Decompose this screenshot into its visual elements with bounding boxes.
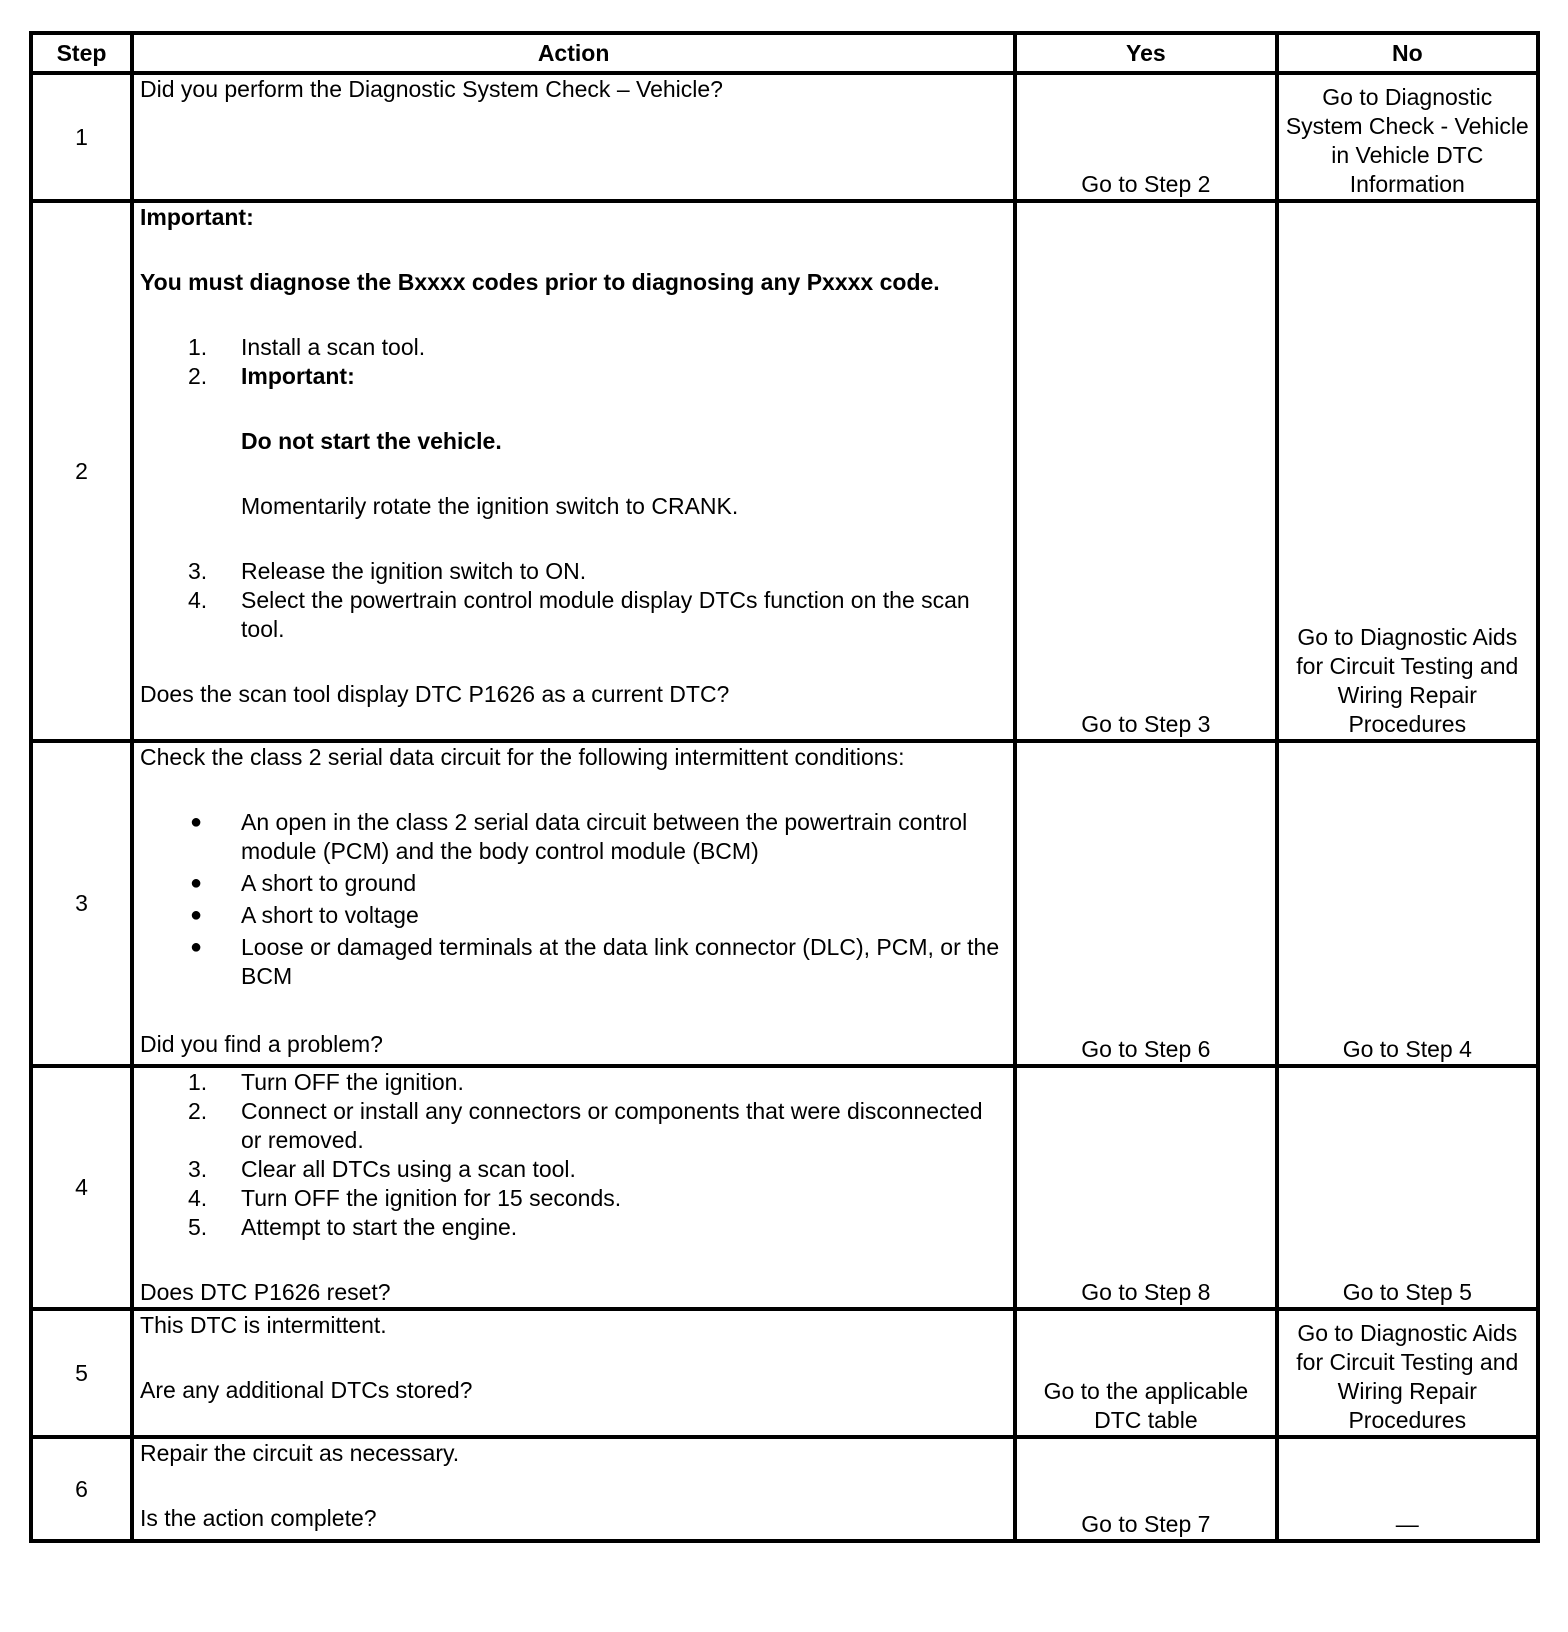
no-cell: Go to Step 4: [1277, 741, 1538, 1066]
list-item: [140, 869, 1007, 898]
action-cell: [132, 1309, 1015, 1437]
no-cell: Go to Diagnostic Aids for Circuit Testing and Wiring Repair Procedures: [1277, 1309, 1538, 1437]
list-item: [140, 1155, 1007, 1184]
intro-text: Repair the circuit as necessary.: [140, 1440, 460, 1466]
bullet-icon: ●: [190, 872, 203, 894]
procedure-list: [140, 333, 1007, 644]
question-text: Is the action complete?: [140, 1505, 377, 1531]
list-text: A short to voltage: [241, 902, 419, 928]
condition-list: [140, 808, 1007, 991]
important-text: Do not start the vehicle.: [241, 428, 502, 454]
header-row: [31, 33, 1538, 73]
step-number: 6: [31, 1437, 132, 1541]
table-row-step-1: [31, 73, 1538, 201]
no-cell: Go to Diagnostic System Check - Vehicle in Vehicle DTC Information: [1277, 73, 1538, 201]
list-text: Loose or damaged terminals at the data link connector (DLC), PCM, or the BCM: [241, 934, 1000, 989]
question-text: Are any additional DTCs stored?: [140, 1377, 473, 1403]
list-number: 1.: [188, 1069, 208, 1095]
list-text: Turn OFF the ignition for 15 seconds.: [241, 1185, 622, 1211]
yes-cell: Go to Step 6: [1015, 741, 1276, 1066]
list-number: 1.: [188, 334, 208, 360]
no-cell: Go to Step 5: [1277, 1066, 1538, 1309]
list-number: 5.: [188, 1214, 208, 1240]
list-text: Select the powertrain control module display DTCs function on the scan tool.: [241, 587, 970, 642]
important-label: Important:: [241, 363, 355, 389]
list-number: 3.: [188, 558, 208, 584]
action-cell: [132, 73, 1015, 201]
list-item: [140, 933, 1007, 991]
list-text: Release the ignition switch to ON.: [241, 558, 587, 584]
list-item: [140, 1184, 1007, 1213]
header-no: No: [1277, 33, 1538, 73]
list-text: A short to ground: [241, 870, 417, 896]
question-text: Does DTC P1626 reset?: [140, 1279, 391, 1305]
list-item: [140, 808, 1007, 866]
list-item: [140, 1213, 1007, 1242]
list-item: [140, 586, 1007, 644]
list-text: Install a scan tool.: [241, 334, 426, 360]
step-number: 2: [31, 201, 132, 741]
question-text: Does the scan tool display DTC P1626 as a current DTC?: [140, 681, 730, 707]
header-action: Action: [132, 33, 1015, 73]
list-text: Turn OFF the ignition.: [241, 1069, 464, 1095]
action-cell: [132, 1437, 1015, 1541]
yes-cell: Go to Step 7: [1015, 1437, 1276, 1541]
table-row-step-6: [31, 1437, 1538, 1541]
list-item: [140, 362, 1007, 557]
yes-cell: Go to Step 8: [1015, 1066, 1276, 1309]
question-text: Did you perform the Diagnostic System Check – Vehicle?: [140, 76, 723, 102]
list-text: Connect or install any connectors or components that were disconnected or removed.: [241, 1098, 983, 1153]
no-cell: —: [1277, 1437, 1538, 1541]
action-cell: [132, 741, 1015, 1066]
list-item: [140, 1097, 1007, 1155]
question-text: Did you find a problem?: [140, 1031, 383, 1057]
step-number: 4: [31, 1066, 132, 1309]
yes-cell: Go to Step 3: [1015, 201, 1276, 741]
step-number: 3: [31, 741, 132, 1066]
procedure-list: [140, 1068, 1007, 1242]
bullet-icon: ●: [190, 904, 203, 926]
list-text: An open in the class 2 serial data circuit between the powertrain control module (PCM) and the body control module (BCM): [241, 809, 968, 864]
diagnostic-table: [29, 31, 1540, 1543]
list-number: 2.: [188, 1098, 208, 1124]
intro-text: Check the class 2 serial data circuit for the following intermittent conditions:: [140, 744, 905, 770]
header-step: Step: [31, 33, 132, 73]
bullet-icon: ●: [190, 811, 203, 833]
no-cell: Go to Diagnostic Aids for Circuit Testing and Wiring Repair Procedures: [1277, 201, 1538, 741]
list-item: [140, 1068, 1007, 1097]
important-text: You must diagnose the Bxxxx codes prior to diagnosing any Pxxxx code.: [140, 269, 940, 295]
yes-cell: Go to Step 2: [1015, 73, 1276, 201]
table-row-step-2: [31, 201, 1538, 741]
table-row-step-3: [31, 741, 1538, 1066]
list-number: 3.: [188, 1156, 208, 1182]
table-row-step-5: [31, 1309, 1538, 1437]
list-item: [140, 901, 1007, 930]
table-row-step-4: [31, 1066, 1538, 1309]
list-text: Clear all DTCs using a scan tool.: [241, 1156, 576, 1182]
yes-cell: Go to the applicable DTC table: [1015, 1309, 1276, 1437]
action-cell: [132, 1066, 1015, 1309]
bullet-icon: ●: [190, 936, 203, 958]
intro-text: This DTC is intermittent.: [140, 1312, 387, 1338]
header-yes: Yes: [1015, 33, 1276, 73]
list-text: Momentarily rotate the ignition switch to CRANK.: [241, 493, 739, 519]
list-item: [140, 557, 1007, 586]
important-label: Important:: [140, 204, 254, 230]
list-item: [140, 333, 1007, 362]
list-number: 4.: [188, 1185, 208, 1211]
list-number: 2.: [188, 363, 208, 389]
list-number: 4.: [188, 587, 208, 613]
step-number: 1: [31, 73, 132, 201]
action-cell: [132, 201, 1015, 741]
step-number: 5: [31, 1309, 132, 1437]
list-text: Attempt to start the engine.: [241, 1214, 518, 1240]
